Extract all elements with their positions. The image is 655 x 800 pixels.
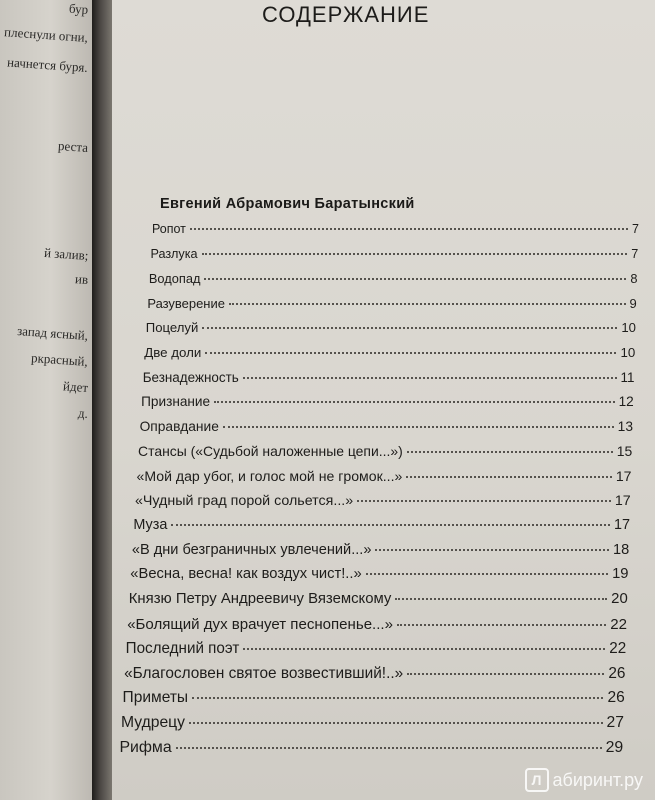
watermark-text: абиринт.ру bbox=[552, 769, 643, 790]
toc-entry-page-number: 8 bbox=[630, 271, 638, 287]
dot-leader bbox=[192, 697, 603, 699]
page-title: СОДЕРЖАНИЕ bbox=[262, 2, 430, 27]
toc-entry bbox=[152, 222, 639, 236]
toc-entry-page-number: 20 bbox=[611, 591, 628, 607]
toc-entry-title: Разуверение bbox=[147, 295, 225, 311]
toc-entry-title: Две доли bbox=[144, 345, 202, 360]
toc-entry bbox=[123, 689, 625, 707]
left-page-line: ив bbox=[74, 271, 89, 287]
toc-entry-page-number: 10 bbox=[620, 345, 636, 360]
toc-entry-title: «Чудный град порой сольется...» bbox=[134, 492, 354, 509]
left-page-line: запад ясный, bbox=[16, 323, 89, 343]
toc-entry-page-number: 11 bbox=[620, 369, 635, 385]
toc-entry-page-number: 7 bbox=[632, 222, 639, 236]
toc-entry-title: Оправдание bbox=[139, 418, 219, 434]
dot-leader bbox=[189, 722, 603, 724]
dot-leader bbox=[243, 648, 605, 650]
toc-entry-title: Водопад bbox=[148, 271, 201, 287]
table-of-contents bbox=[112, 0, 655, 800]
toc-entry-title: Муза bbox=[133, 517, 168, 534]
left-page-line: йдет bbox=[62, 378, 89, 395]
toc-entry-page-number: 9 bbox=[629, 295, 637, 311]
dot-leader bbox=[357, 500, 611, 502]
toc-entry-page-number: 13 bbox=[617, 418, 633, 434]
toc-entry bbox=[129, 591, 628, 607]
dot-leader bbox=[190, 228, 628, 230]
dot-leader bbox=[375, 549, 609, 551]
toc-entry-page-number: 12 bbox=[618, 394, 634, 410]
toc-entry bbox=[138, 443, 632, 459]
toc-entry bbox=[146, 320, 636, 335]
dot-leader bbox=[407, 451, 613, 453]
toc-entry bbox=[137, 468, 632, 484]
toc-entry-title: Разлука bbox=[150, 246, 198, 261]
left-page-line: плеснули огни, bbox=[3, 24, 89, 45]
left-page-line: д. bbox=[77, 405, 89, 421]
dot-leader bbox=[205, 352, 616, 354]
toc-entry bbox=[143, 370, 635, 385]
toc-entry-title: «В дни безграничных увлечений...» bbox=[131, 541, 372, 558]
dot-leader bbox=[202, 253, 628, 255]
left-page-line: бур bbox=[68, 0, 89, 17]
toc-entry bbox=[149, 271, 638, 286]
dot-leader bbox=[176, 747, 602, 749]
dot-leader bbox=[243, 377, 617, 379]
toc-entry bbox=[124, 665, 625, 683]
toc-entry-title: «Благословен святое возвестивший!..» bbox=[124, 664, 404, 682]
dot-leader bbox=[406, 476, 611, 478]
toc-entry bbox=[141, 394, 634, 409]
dot-leader bbox=[202, 327, 617, 329]
left-page-line: начнется буря. bbox=[7, 54, 89, 75]
dot-leader bbox=[223, 426, 614, 428]
toc-entry-title: «Болящий дух врачует песнопенье...» bbox=[127, 615, 393, 633]
toc-entry-page-number: 17 bbox=[615, 468, 632, 484]
toc-entry-title: Поцелуй bbox=[145, 320, 199, 336]
dot-leader bbox=[395, 598, 607, 600]
toc-entry bbox=[140, 419, 633, 434]
dot-leader bbox=[366, 573, 608, 575]
toc-entry bbox=[135, 493, 631, 509]
left-page-line: реста bbox=[57, 137, 89, 155]
toc-entry-page-number: 15 bbox=[616, 443, 633, 460]
book-spine bbox=[92, 0, 112, 800]
toc-entry bbox=[130, 566, 628, 582]
dot-leader bbox=[397, 624, 606, 626]
toc-entry-page-number: 27 bbox=[606, 714, 624, 731]
toc-entry bbox=[150, 247, 638, 261]
dot-leader bbox=[171, 524, 610, 526]
labirint-logo-icon: Л bbox=[525, 768, 549, 792]
toc-entry bbox=[144, 345, 635, 360]
toc-entry-page-number: 22 bbox=[610, 615, 627, 633]
toc-entry-title: Стансы («Судьбой наложенные цепи...») bbox=[138, 443, 403, 460]
toc-entry bbox=[126, 640, 627, 657]
toc-entry-title: Признание bbox=[141, 394, 211, 410]
author-heading: Евгений Абрамович Баратынский bbox=[160, 196, 415, 212]
toc-entry bbox=[121, 714, 624, 732]
toc-entry bbox=[127, 616, 627, 633]
toc-entry-page-number: 17 bbox=[613, 517, 630, 534]
toc-entry-title: Безнадежность bbox=[142, 369, 239, 385]
toc-entry-page-number: 29 bbox=[605, 738, 624, 756]
dot-leader bbox=[204, 278, 626, 280]
watermark bbox=[525, 768, 643, 792]
toc-entry-page-number: 22 bbox=[609, 640, 627, 658]
dot-leader bbox=[407, 673, 604, 675]
toc-entry bbox=[132, 542, 629, 558]
toc-entry-title: Последний поэт bbox=[125, 640, 240, 658]
toc-entry bbox=[147, 296, 636, 311]
toc-entry-title: Приметы bbox=[122, 689, 189, 707]
toc-entry-page-number: 26 bbox=[608, 664, 626, 682]
toc-entry-title: Ропот bbox=[152, 222, 186, 236]
toc-entry bbox=[133, 517, 630, 533]
contents-page bbox=[112, 0, 655, 800]
left-page-line: ркрасный, bbox=[30, 350, 89, 369]
dot-leader bbox=[229, 303, 626, 305]
toc-entry-page-number: 26 bbox=[607, 689, 625, 707]
toc-entry-title: Князю Петру Андреевичу Вяземскому bbox=[128, 591, 392, 607]
dot-leader bbox=[214, 401, 614, 403]
toc-entry-title: «Мой дар убог, и голос мой не громок...» bbox=[136, 468, 403, 484]
left-page-line: й залив; bbox=[43, 244, 89, 263]
toc-entry bbox=[119, 739, 623, 757]
toc-entry-title: Рифма bbox=[119, 738, 172, 756]
toc-entry-page-number: 17 bbox=[614, 492, 631, 509]
toc-entry-page-number: 19 bbox=[612, 566, 629, 583]
toc-entry-title: Мудрецу bbox=[121, 714, 185, 731]
toc-entry-page-number: 10 bbox=[621, 320, 636, 336]
toc-entry-page-number: 18 bbox=[613, 541, 630, 558]
toc-entry-page-number: 7 bbox=[631, 246, 639, 261]
left-page bbox=[0, 0, 92, 800]
toc-entry-title: «Весна, весна! как воздух чист!..» bbox=[130, 566, 362, 583]
